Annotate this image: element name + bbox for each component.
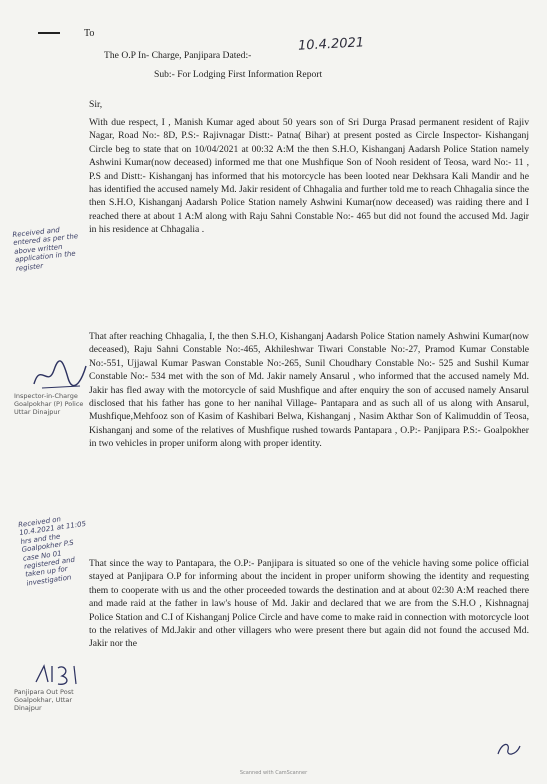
paragraph-text: That since the way to Pantapara, the O.P:- Panjipara is situated so one of the vehicle having some police official stayed at Panjipara O.P for informing about the incident in proper uniform showing the identity and requesting them to cooperate with us and the other proceeded towards the destination and at about 02:30 A:M reached there and made raid at the father in law's house of Md. Jakir and declared that we are from the S.H.O , Kishnagnaj Police Station and C.I of Kishanganj Police Circle and have come to make raid in connection with motorcycle loot to the relatives of Md.Jakir and other villagers who were present there but again did not found the accused Md. Jakir nor the (89, 558, 529, 650)
official-stamp-2 (14, 688, 92, 712)
stamp-line: Goalpokhar, Uttar Dinajpur (14, 696, 73, 712)
top-dash-mark (38, 32, 60, 34)
signature-1 (30, 358, 90, 392)
official-stamp-1 (14, 392, 92, 416)
paragraph-1 (89, 116, 529, 237)
stamp-line: Uttar Dinajpur (14, 408, 61, 416)
subject-line: Sub:- For Lodging First Information Report (154, 69, 323, 80)
signature-2 (30, 660, 90, 690)
stamp-line: Panjipara Out Post (14, 688, 74, 696)
paragraph-2 (89, 330, 529, 451)
stamp-line: Goalpokhar (P) Police (14, 400, 84, 408)
scanner-watermark: Scanned with CamScanner (239, 770, 308, 776)
addressee-line: The O.P In- Charge, Panjipara Dated:- (104, 50, 252, 61)
to-label: To (84, 28, 95, 39)
paragraph-3 (89, 557, 529, 651)
salutation: Sir, (89, 99, 103, 110)
margin-handwritten-note: Received on 10.4.2021 at 11:05 hrs and the Goalpokher P.S case No 01 registered and taken up for investigation (17, 515, 87, 588)
stamp-line: Inspector-in-Charge (14, 392, 78, 400)
paragraph-text: With due respect, I , Manish Kumar aged about 50 years son of Sri Durga Prasad permanent resident of Rajiv Nagar, Road No:- 8D, P.S:- Rajivnagar Distt:- Patna( Bihar) at present posted as Circle Inspector- Kishanganj Circle beg to state that on 10/04/2021 at 00:32 A:M the then S.H.O, Kishanganj Aadarsh Police Station namely Ashwini Kumar(now deceased) informed me that one Mushfique Son of Nooh resident of Teosa, ward No:- 11 , P.S and Distt:- Kishanganj has informed that his motorcycle has been looted near Dekhsara Kali Mandir and he has identified the accused namely Md. Jakir resident of Chhagalia and further told me to reach Chhagalia since the then S.H.O, Kishanganj Aadarsh Police Station namely Ashwini Kumar(now deceased) was raiding there and I reached there at about 1 A:M along with Raju Sahni Constable No:- 465 but did not found the accused Md. Jagir in his residence at Chhagalia . (89, 117, 529, 236)
handwritten-date: 10.4.2021 (297, 35, 365, 54)
paragraph-text: That after reaching Chhagalia, I, the then S.H.O, Kishanganj Aadarsh Police Station namely Ashwini Kumar(now deceased), Raju Sahni Constable No:-465, Akhileshwar Tiwari Constable No:-27, Pramod Kumar Constable No:-551, Ujjawal Kumar Paswan Constable No:-265, Sunil Choudhary Constable No:- 525 and Sushil Kumar Constable No:- 534 met with the son of Md. Jakir namely Ansarul , who informed that the accused namely Md. Jakir has fled away with the motorcycle of said Mushfique and after enquiry the son of accused namely Ansarul disclosed that his father has gone to her nanihal Village- Pantapara and as such all of us along with Ansarul, Mushfique,Mehfooz son of Kasim of Kashibari Belwa, Kishanganj , Nasim Akthar Son of Kalimuddin of Teosa, Kishanganj and some of the relatives of Mushfique rushed towards Pantapara , O.P:- Panjipara P.S:- Goalpokher in two vehicles in proper uniform along with proper identity. (89, 331, 529, 450)
footer-initial-mark (494, 738, 524, 760)
margin-handwritten-note: Received and entered as per the above written application in the register (12, 226, 79, 273)
